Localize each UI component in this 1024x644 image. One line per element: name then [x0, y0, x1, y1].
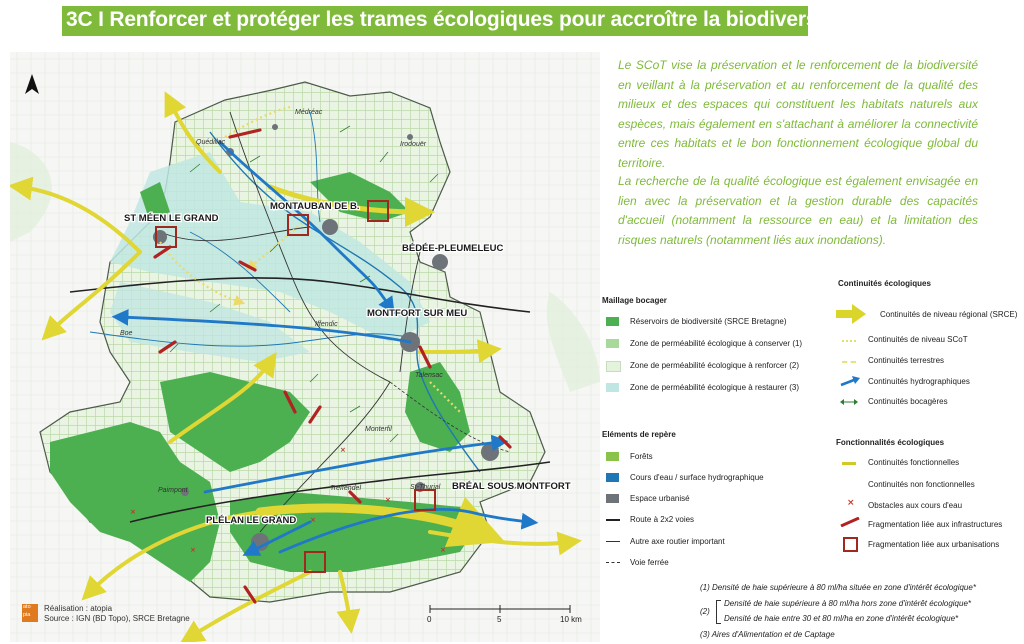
scale-tick-10: 10 km [560, 615, 582, 624]
map-canvas[interactable] [10, 52, 600, 642]
title-banner [62, 6, 842, 36]
legend-regional: Continuités de niveau régional (SRCE) [880, 310, 1018, 319]
legend-fonctionnelles: Continuités fonctionnelles [868, 458, 960, 467]
scale-tick-0: 0 [427, 615, 432, 624]
logo-text-bottom: pia [23, 612, 31, 618]
legend-swatch-restaurer [606, 383, 619, 392]
legend-fonctionnelle-line-icon [842, 462, 856, 465]
town-breal: BRÉAL SOUS MONTFORT [452, 481, 571, 492]
town-st-thurial: St-Thurial [410, 484, 441, 491]
legend-scot: Continuités de niveau SCoT [868, 335, 968, 344]
legend-obstacles: Obstacles aux cours d'eau [868, 501, 963, 510]
footnote-2-marker: (2) [700, 607, 710, 616]
legend-cours-eau: Cours d'eau / surface hydrographique [630, 473, 764, 482]
legend-swatch-cours-eau [606, 473, 619, 482]
footnote-2-brace [716, 600, 721, 624]
legend-swatch-forets [606, 452, 619, 461]
legend-terrestre: Continuités terrestres [868, 356, 945, 365]
svg-text:×: × [385, 496, 391, 504]
town-paimpont: Paimpont [158, 487, 188, 494]
legend-fragmentation-urba: Fragmentation liée aux urbanisations [868, 540, 1000, 549]
svg-text:×: × [310, 516, 316, 524]
legend-bocage-arrow-icon [840, 398, 858, 406]
credit-source: Source : IGN (BD Topo), SRCE Bretagne [44, 614, 190, 623]
legend-route-2x2: Route à 2x2 voies [630, 515, 695, 524]
legend-obstacle-icon: × [847, 498, 855, 508]
intro-paragraph-1: Le SCoT vise la préservation et le renforcement de la biodiversité en veillant à la préservation et au renforcement de la qualité des milieux et des espaces qui constituent les habitats naturels aux espèces, mais également en s'attachant à améliorer la connectivité entre ces habitats et le bon fonctionnement écologique global du territoire. [618, 58, 978, 170]
legend-hydro-arrow-icon [840, 376, 860, 388]
legend-axe-routier: Autre axe routier important [630, 537, 725, 546]
legend-terrestre-line-icon [842, 361, 856, 363]
legend-scot-line-icon [842, 340, 856, 342]
legend-swatch-reservoirs [606, 317, 619, 326]
legend-restaurer: Zone de perméabilité écologique à restaurer (3) [630, 383, 799, 392]
legend-title-maillage: Maillage bocager [602, 296, 667, 305]
legend-swatch-conserver [606, 339, 619, 348]
scale-tick-5: 5 [497, 615, 502, 624]
logo-text-top: ato [23, 604, 31, 610]
legend-regional-arrow-icon [836, 302, 866, 326]
legend-line-voie-ferree [606, 562, 620, 563]
town-talensac: Talensac [415, 372, 443, 379]
footnote-3: (3) Aires d'Alimentation et de Captage [700, 630, 835, 639]
page-title: 3C I Renforcer et protéger les trames écologiques pour accroître la biodiversité [66, 8, 842, 31]
legend-swatch-renforcer [606, 361, 621, 372]
town-plelan: PLÉLAN LE GRAND [206, 515, 297, 526]
town-iffendic: Iffendic [315, 321, 338, 328]
town-bedee: BÉDÉE-PLEUMELEUC [402, 243, 504, 254]
legend-line-route-2x2 [606, 519, 620, 521]
legend-fragmentation-infra: Fragmentation liée aux infrastructures [868, 520, 1003, 529]
svg-text:×: × [440, 546, 446, 554]
legend-voie-ferree: Voie ferrée [630, 558, 669, 567]
legend-fragmentation-infra-icon [840, 517, 860, 527]
credit-realisation: Réalisation : atopia [44, 604, 113, 613]
legend-conserver: Zone de perméabilité écologique à conserver (1) [630, 339, 803, 348]
intro-paragraph-2: La recherche de la qualité écologique est également envisagée en lien avec la préservation et la gestion durable des capacités d'accueil (notamment la ressource en eau) et la limitation des risques naturels (notamment liés aux inondations). [618, 174, 978, 247]
legend-non-fonctionnelles: Continuités non fonctionnelles [868, 480, 975, 489]
town-quedillac: Quédillac [196, 139, 226, 146]
legend-reservoirs: Réservoirs de biodiversité (SRCE Bretagne) [630, 317, 787, 326]
svg-text:×: × [130, 508, 136, 516]
town-montfort: MONTFORT SUR MEU [367, 308, 468, 319]
town-boe: Boe [120, 330, 133, 337]
town-treffendel: Treffendel [330, 485, 361, 492]
town-irodouer: Irodouër [400, 141, 427, 148]
legend-forets: Forêts [630, 452, 653, 461]
legend-swatch-urbanise [606, 494, 619, 503]
town-st-meen: ST MÉEN LE GRAND [124, 213, 219, 224]
map-panel[interactable] [10, 52, 600, 642]
legend-title-fonctionnalites: Fonctionnalités écologiques [836, 438, 945, 447]
town-medreac: Médréac [295, 109, 323, 116]
legend-urbanise: Espace urbanisé [630, 494, 690, 503]
legend-line-axe-routier [606, 541, 620, 542]
footnote-2a: Densité de haie supérieure à 80 ml/ha hors zone d'intérêt écologique* [724, 599, 972, 608]
legend-bocage: Continuités bocagères [868, 397, 948, 406]
svg-text:×: × [190, 546, 196, 554]
legend-fragmentation-urba-icon [843, 537, 858, 552]
legend-title-reperes: Eléments de repère [602, 430, 676, 439]
legend-hydro: Continuités hydrographiques [868, 377, 970, 386]
town-monterfil: Monterfil [365, 426, 392, 433]
legend-title-continuites: Continuités écologiques [838, 279, 931, 288]
town-montauban: MONTAUBAN DE B. [270, 201, 360, 212]
footnote-1: (1) Densité de haie supérieure à 80 ml/ha située en zone d'intérêt écologique* [700, 583, 976, 592]
legend-renforcer: Zone de perméabilité écologique à renforcer (2) [630, 361, 799, 370]
svg-text:×: × [340, 446, 346, 454]
footnote-2b: Densité de haie entre 30 et 80 ml/ha en zone d'intérêt écologique* [724, 614, 959, 623]
